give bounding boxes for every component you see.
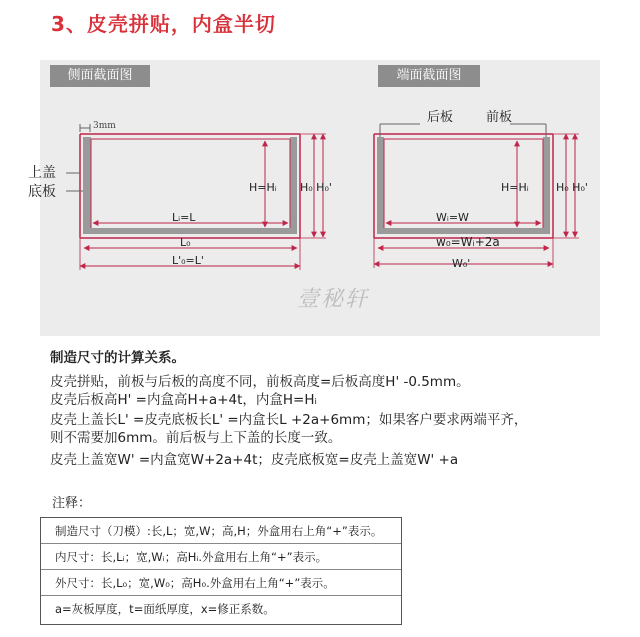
formula-line-4: 则不需要加6mm。前后板与上下盖的长度一致。	[50, 430, 342, 446]
notes-title: 注释：	[52, 496, 92, 511]
formula-line-1: 皮壳拼贴，前板与后板的高度不同，前板高度=后板高度H' -0.5mm。	[50, 374, 470, 390]
formula-line-2: 皮壳后板高H' =内盒高H+a+4t，内盒H=Hᵢ	[50, 392, 317, 408]
end-label-w: Wᵢ=W	[436, 211, 469, 224]
watermark-logo: 壹秘轩	[297, 287, 370, 312]
note-row: a=灰板厚度，t=面纸厚度，x=修正系数。	[55, 602, 275, 616]
label-3mm: 3mm	[93, 121, 116, 131]
side-section-tab: 侧面截面图	[50, 65, 150, 87]
side-label-l: Lᵢ=L	[172, 211, 196, 224]
label-top-lid: 上盖	[28, 165, 56, 181]
end-label-back: 后板	[427, 110, 454, 125]
notes-table	[40, 517, 402, 625]
formula-line-5: 皮壳上盖宽W' =内盒宽W+2a+4t；皮壳底板宽=皮壳上盖宽W' +a	[50, 452, 459, 468]
formulas-heading: 制造尺寸的计算关系。	[50, 350, 185, 366]
side-label-h0: H₀ H₀'	[300, 181, 332, 194]
note-row: 外尺寸：长,L₀；宽,W₀；高H₀.外盒用右上角“+”表示。	[41, 570, 401, 596]
end-label-w0p: W₀'	[452, 257, 471, 270]
end-label-w0: w₀=Wᵢ+2a	[436, 235, 500, 249]
note-row: 内尺寸：长,Lᵢ；宽,Wᵢ；高Hᵢ.外盒用右上角“+”表示。	[41, 544, 401, 570]
side-label-h: H=Hᵢ	[249, 181, 277, 194]
side-label-l0p: L'₀=L'	[172, 254, 204, 267]
end-label-h0: H₀ H₀'	[556, 181, 588, 194]
side-label-l0: L₀	[180, 236, 191, 249]
formula-line-3: 皮壳上盖长L' =皮壳底板长L' =内盒长L +2a+6mm；如果客户要求两端平齐，	[50, 412, 528, 428]
end-label-h: H=Hᵢ	[501, 181, 529, 194]
page-title: 3、皮壳拼贴，内盒半切	[51, 12, 276, 36]
label-bottom-plate: 底板	[28, 184, 56, 200]
end-label-front: 前板	[486, 110, 513, 125]
end-section-tab: 端面截面图	[378, 65, 480, 87]
note-row: 制造尺寸（刀模）:长,L；宽,W；高,H；外盒用右上角“+”表示。	[41, 518, 401, 544]
